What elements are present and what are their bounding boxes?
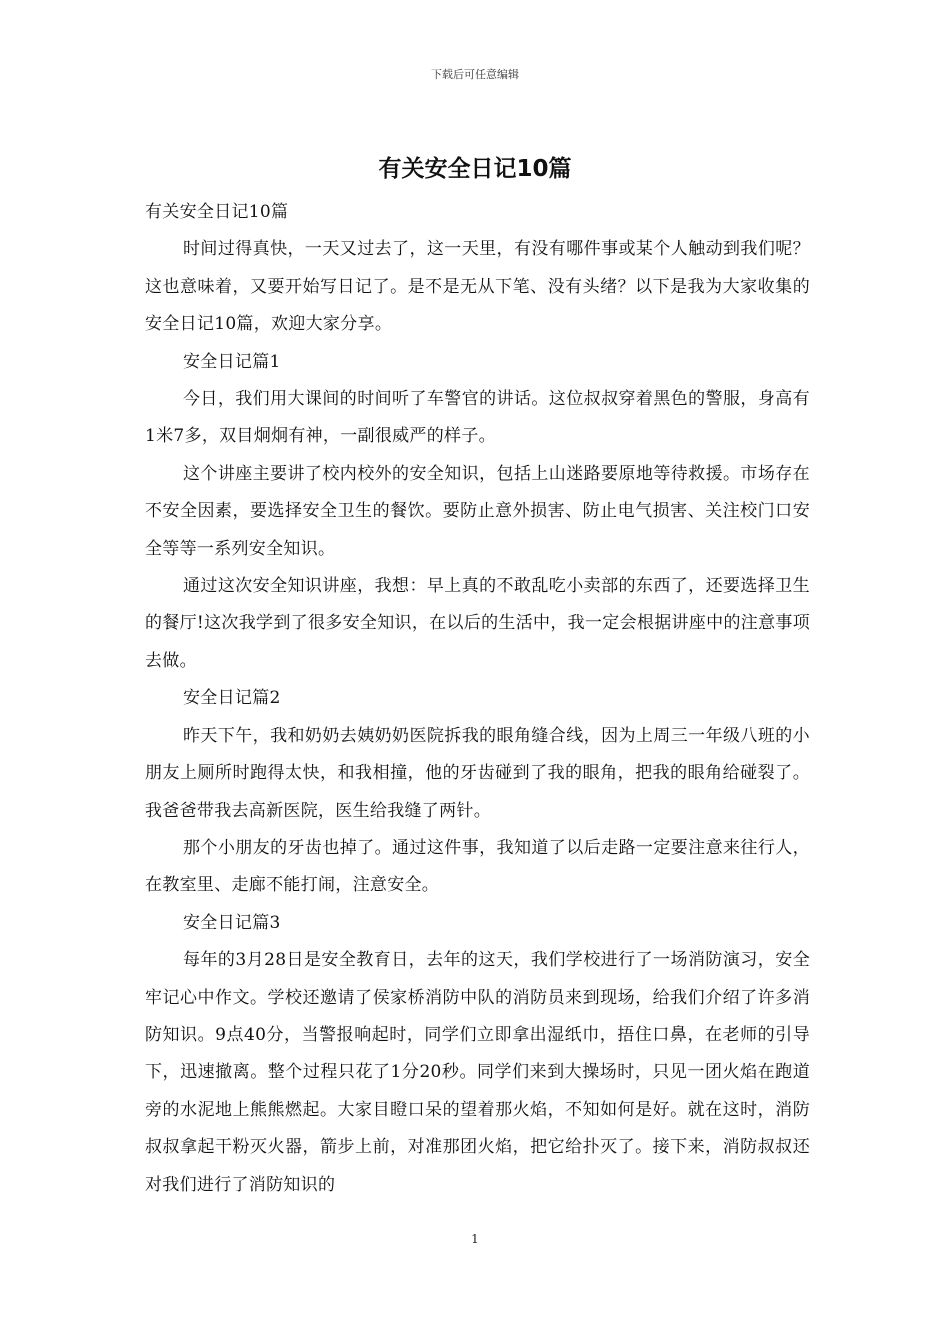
- page-header: 下载后可任意编辑: [431, 68, 519, 81]
- paragraph: 昨天下午，我和奶奶去姨奶奶医院拆我的眼角缝合线，因为上周三一年级八班的小朋友上厕所时跑得太快，和我相撞，他的牙齿碰到了我的眼角，把我的眼角给碰裂了。我爸爸带我去高新医院，医生给我缝了两针。: [145, 725, 810, 821]
- section-heading: 安全日记篇1: [183, 351, 281, 372]
- document-body: [145, 194, 810, 1204]
- paragraph: 这个讲座主要讲了校内校外的安全知识，包括上山迷路要原地等待救援。市场存在不安全因素，要选择安全卫生的餐饮。要防止意外损害、防止电气损害、关注校门口安全等等一系列安全知识。: [145, 463, 810, 559]
- paragraph-intro: 时间过得真快，一天又过去了，这一天里，有没有哪件事或某个人触动到我们呢？这也意味着，又要开始写日记了。是不是无从下笔、没有头绪？以下是我为大家收集的安全日记10篇，欢迎大家分享。: [145, 239, 810, 335]
- paragraph-subtitle: 有关安全日记10篇: [145, 202, 289, 222]
- section-heading: 安全日记篇3: [183, 912, 281, 933]
- paragraph: 今日，我们用大课间的时间听了车警官的讲话。这位叔叔穿着黑色的警服，身高有1米7多，双目炯炯有神，一副很威严的样子。: [145, 389, 810, 447]
- paragraph: 那个小朋友的牙齿也掉了。通过这件事，我知道了以后走路一定要注意来往行人，在教室里、走廊不能打闹，注意安全。: [145, 837, 810, 896]
- section-heading: 安全日记篇2: [183, 688, 281, 709]
- paragraph: 每年的3月28日是安全教育日，去年的这天，我们学校进行了一场消防演习，安全牢记心中作文。学校还邀请了侯家桥消防中队的消防员来到现场，给我们介绍了许多消防知识。9点40分，当警报响起时，同学们立即拿出湿纸巾，捂住口鼻，在老师的引导下，迅速撤离。整个过程只花了1分20秒。同学们来到大操场时，只见一团火焰在跑道旁的水泥地上熊熊燃起。大家目瞪口呆的望着那火焰，不知如何是好。就在这时，消防叔叔拿起干粉灭火器，箭步上前，对准那团火焰，把它给扑灭了。接下来，消防叔叔还对我们进行了消防知识的: [145, 950, 810, 1195]
- document-title: 有关安全日记10篇: [378, 156, 572, 182]
- paragraph: 通过这次安全知识讲座，我想：早上真的不敢乱吃小卖部的东西了，还要选择卫生的餐厅!这次我学到了很多安全知识，在以后的生活中，我一定会根据讲座中的注意事项去做。: [145, 576, 810, 671]
- page-number: 1: [471, 1232, 479, 1246]
